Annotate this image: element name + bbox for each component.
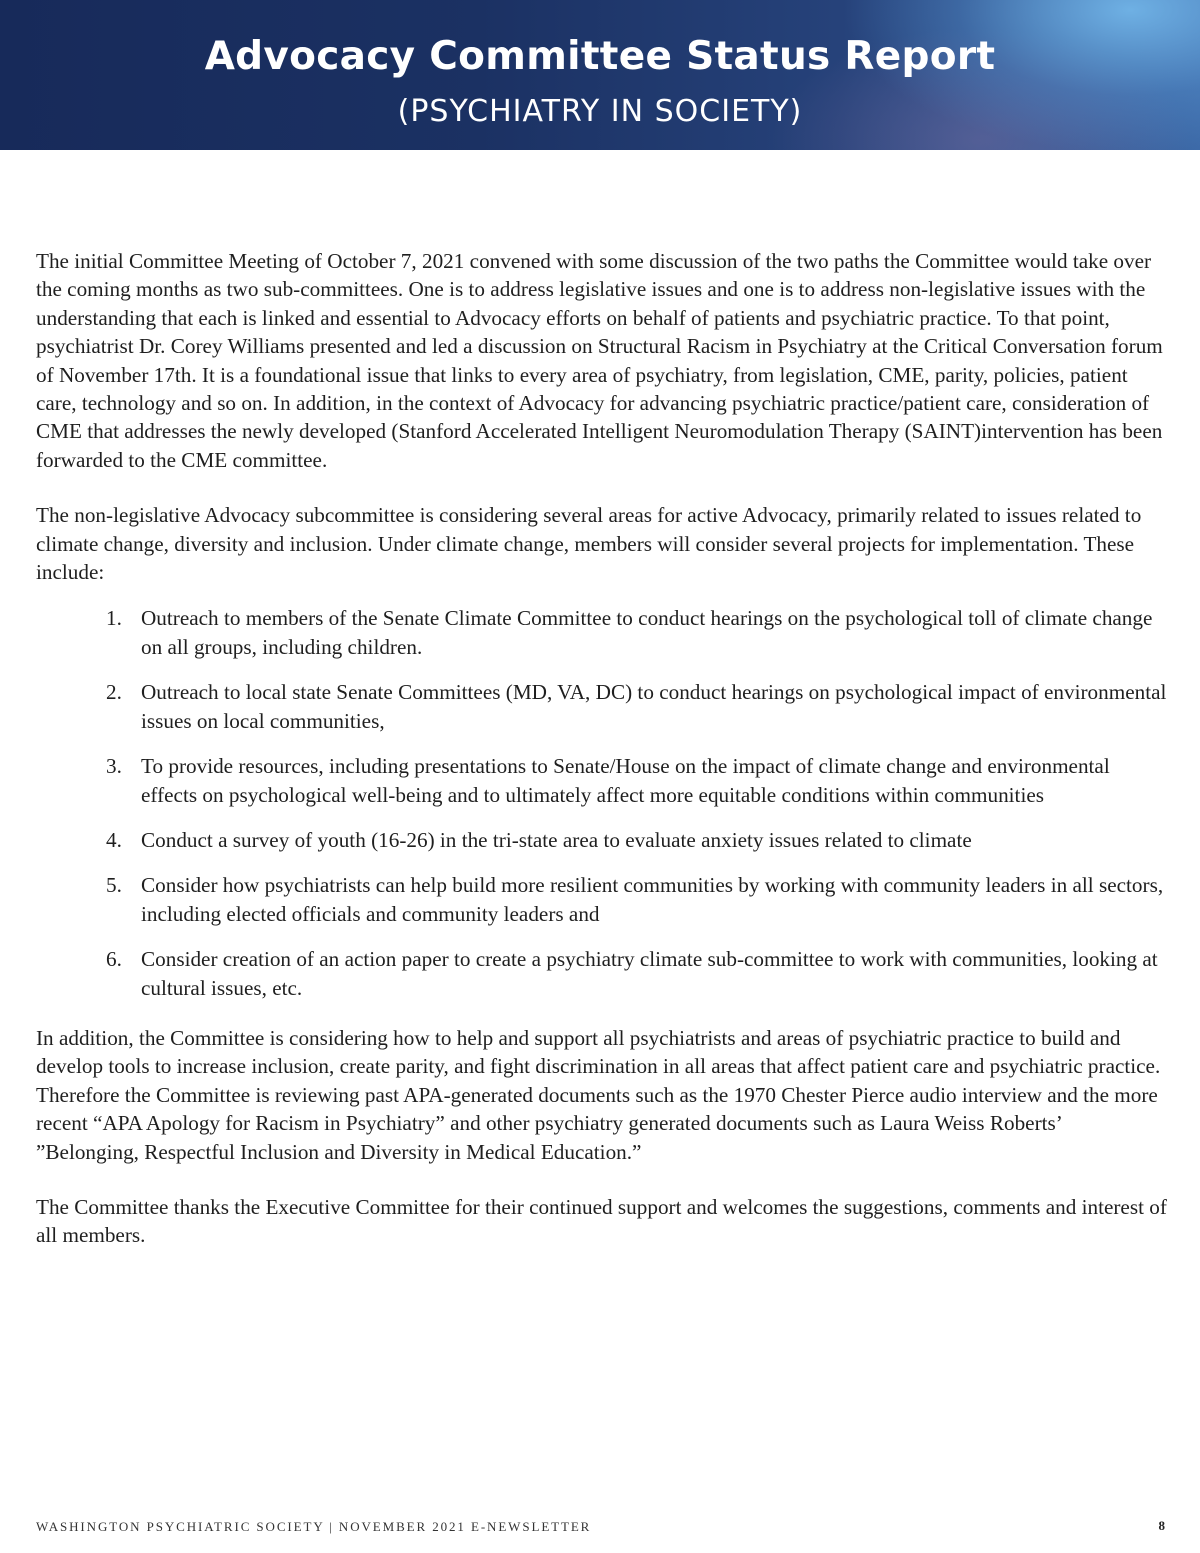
list-item-text: Consider how psychiatrists can help build more resilient communities by working with community leaders in all sectors, including elected officials and community leaders and <box>141 873 1164 926</box>
list-item <box>36 678 1168 735</box>
header-banner <box>0 0 1200 150</box>
page-title: Advocacy Committee Status Report <box>204 34 996 79</box>
list-item <box>36 871 1168 928</box>
paragraph-intro: The initial Committee Meeting of October 7, 2021 convened with some discussion of the two paths the Committee would take over the coming months as two sub-committees. One is to address legislative issues and one is to address non-legislative issues with the understanding that each is linked and essential to Advocacy efforts on behalf of patients and psychiatric practice. To that point, psychiatrist Dr. Corey Williams presented and led a discussion on Structural Racism in Psychiatry at the Critical Conversation forum of November 17th. It is a foundational issue that links to every area of psychiatry, from legislation, CME, parity, policies, patient care, technology and so on. In addition, in the context of Advocacy for advancing psychiatric practice/patient care, consideration of CME that addresses the newly developed (Stanford Accelerated Intelligent Neuromodulation Therapy (SAINT)intervention has been forwarded to the CME committee. <box>36 249 1163 472</box>
list-item-number: 2. <box>106 680 122 705</box>
list-item-number: 6. <box>106 947 122 972</box>
list-item-number: 1. <box>106 606 122 631</box>
list-item <box>36 752 1168 809</box>
list-item <box>36 604 1168 661</box>
page-subtitle: (PSYCHIATRY IN SOCIETY) <box>397 94 803 129</box>
list-item-text: Outreach to local state Senate Committees (MD, VA, DC) to conduct hearings on psychological impact of environmental issues on local communities, <box>141 680 1167 733</box>
list-item-number: 4. <box>106 827 122 852</box>
list-item-text: Consider creation of an action paper to create a psychiatry climate sub-committee to work with communities, looking at cultural issues, etc. <box>141 947 1158 1000</box>
list-item-text: Conduct a survey of youth (16-26) in the tri-state area to evaluate anxiety issues related to climate <box>141 827 972 852</box>
list-item-number: 3. <box>106 754 122 779</box>
paragraph-closing: The Committee thanks the Executive Committee for their continued support and welcomes the suggestions, comments and interest of all members. <box>36 1194 1167 1248</box>
project-list <box>36 604 1168 1001</box>
list-item-number: 5. <box>106 873 122 898</box>
article-body <box>36 247 1168 1250</box>
page-number: 8 <box>1158 1518 1165 1533</box>
paragraph-non-legislative: The non-legislative Advocacy subcommittee is considering several areas for active Advocacy, primarily related to issues related to climate change, diversity and inclusion. Under climate change, members will consider several projects for implementation. These include: <box>36 503 1142 585</box>
list-item-text: To provide resources, including presentations to Senate/House on the impact of climate change and environmental effects on psychological well-being and to ultimately affect more equitable conditions within communities <box>141 754 1110 807</box>
paragraph-inclusion: In addition, the Committee is considering how to help and support all psychiatrists and areas of psychiatric practice to build and develop tools to increase inclusion, create parity, and fight discrimination in all areas that affect patient care and psychiatric practice. Therefore the Committee is reviewing past APA-generated documents such as the 1970 Chester Pierce audio interview and the more recent “APA Apology for Racism in Psychiatry” and other psychiatry generated documents such as Laura Weiss Roberts’ ”Belonging, Respectful Inclusion and Diversity in Medical Education.” <box>36 1025 1161 1164</box>
list-item <box>36 945 1168 1002</box>
list-item <box>36 826 1168 854</box>
footer-publication: WASHINGTON PSYCHIATRIC SOCIETY | NOVEMBER 2021 E-NEWSLETTER <box>36 1519 592 1534</box>
list-item-text: Outreach to members of the Senate Climate Committee to conduct hearings on the psychological toll of climate change on all groups, including children. <box>141 606 1153 659</box>
